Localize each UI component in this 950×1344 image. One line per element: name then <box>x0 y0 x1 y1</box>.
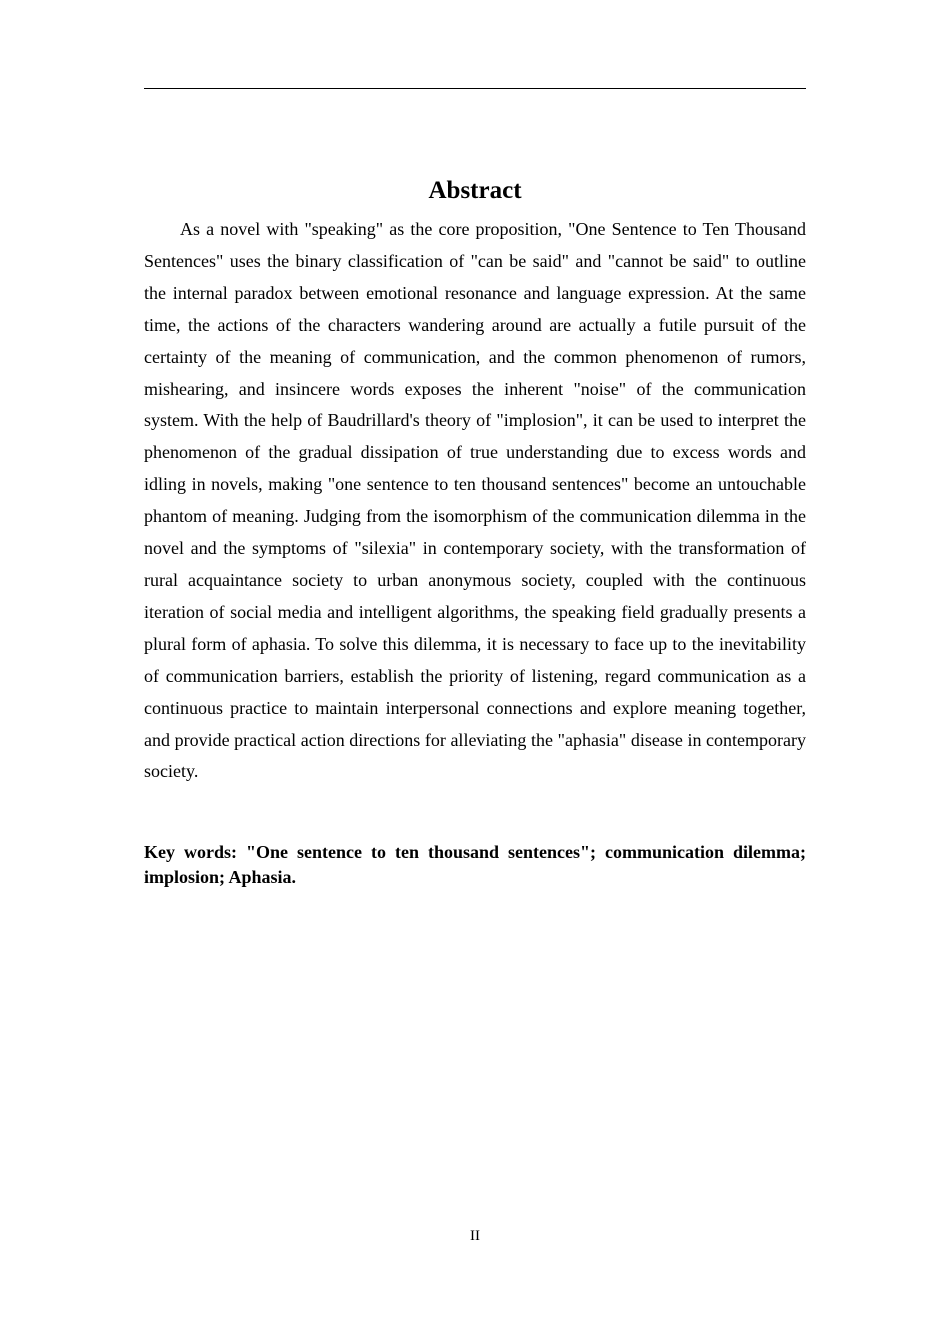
abstract-title: Abstract <box>428 177 522 204</box>
page-number: II <box>470 1228 480 1244</box>
header-rule <box>144 88 806 89</box>
page-content <box>144 174 806 890</box>
keywords: Key words: "One sentence to ten thousand sentences"; communication dilemma; implosion; Aphasia. <box>144 842 806 888</box>
abstract-body: As a novel with "speaking" as the core proposition, "One Sentence to Ten Thousand Sentences" uses the binary classification of "can be said" and "cannot be said" to outline the internal paradox between emotional resonance and language expression. At the same time, the actions of the characters wandering around are actually a futile pursuit of the certainty of the meaning of communication, and the common phenomenon of rumors, mishearing, and insincere words exposes the inherent "noise" of the communication system. With the help of Baudrillard's theory of "implosion", it can be used to interpret the phenomenon of the gradual dissipation of true understanding due to excess words and idling in novels, making "one sentence to ten thousand sentences" become an untouchable phantom of meaning. Judging from the isomorphism of the communication dilemma in the novel and the symptoms of "silexia" in contemporary society, with the transformation of rural acquaintance society to urban anonymous society, coupled with the continuous iteration of social media and intelligent algorithms, the speaking field gradually presents a plural form of aphasia. To solve this dilemma, it is necessary to face up to the inevitability of communication barriers, establish the priority of listening, regard communication as a continuous practice to maintain interpersonal connections and explore meaning together, and provide practical action directions for alleviating the "aphasia" disease in contemporary society. <box>144 219 806 782</box>
